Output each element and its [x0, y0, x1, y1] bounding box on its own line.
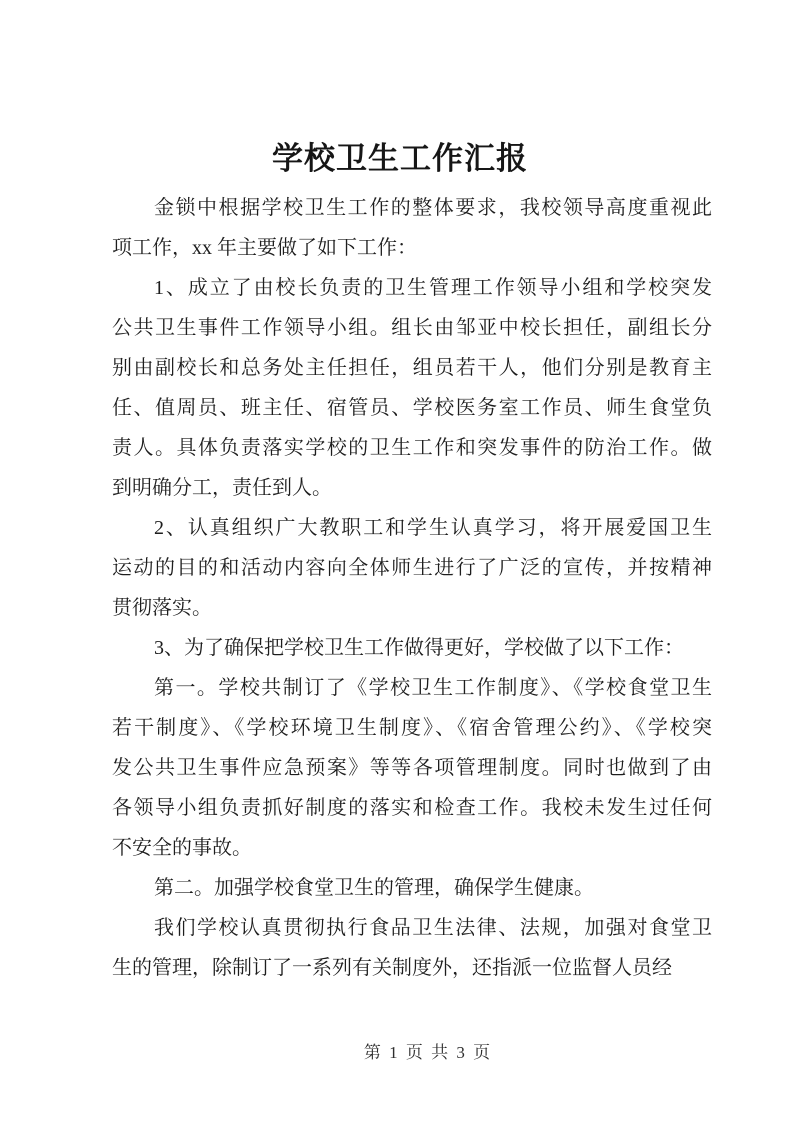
text-line: 任、值周员、班主任、宿管员、学校医务室工作员、师生食堂负 [112, 397, 712, 419]
text-line: 运动的目的和活动内容向全体师生进行了广泛的宣传，并按精神 [112, 557, 712, 579]
text-line: 到明确分工，责任到人。 [112, 477, 332, 499]
text-line: 生的管理，除制订了一系列有关制度外，还指派一位监督人员经 [112, 957, 672, 979]
text-line: 第二。加强学校食堂卫生的管理，确保学生健康。 [154, 877, 594, 899]
text-line: 项工作，xx 年主要做了如下工作： [112, 237, 417, 259]
text-line: 别由副校长和总务处主任担任，组员若干人，他们分别是教育主 [112, 357, 712, 379]
text-line: 金锁中根据学校卫生工作的整体要求，我校领导高度重视此 [154, 197, 712, 219]
text-line: 我们学校认真贯彻执行食品卫生法律、法规，加强对食堂卫 [154, 917, 712, 939]
page-number-footer: 第 1 页 共 3 页 [363, 1043, 493, 1062]
text-line: 发公共卫生事件应急预案》等等各项管理制度。同时也做到了由 [112, 757, 712, 779]
document-title: 学校卫生工作汇报 [272, 141, 528, 176]
text-line: 不安全的事故。 [112, 837, 252, 859]
document-body [112, 188, 712, 988]
text-line: 3、为了确保把学校卫生工作做得更好，学校做了以下工作： [154, 637, 684, 659]
text-line: 2、认真组织广大教职工和学生认真学习，将开展爱国卫生 [154, 517, 712, 539]
text-line: 贯彻落实。 [112, 597, 212, 619]
text-line: 1、成立了由校长负责的卫生管理工作领导小组和学校突发 [154, 277, 712, 299]
text-line: 公共卫生事件工作领导小组。组长由邹亚中校长担任，副组长分 [112, 317, 712, 339]
text-line: 各领导小组负责抓好制度的落实和检查工作。我校未发生过任何 [112, 797, 712, 819]
text-line: 第一。学校共制订了《学校卫生工作制度》、《学校食堂卫生 [154, 677, 712, 699]
text-line: 责人。具体负责落实学校的卫生工作和突发事件的防治工作。做 [112, 437, 712, 459]
text-line: 若干制度》、《学校环境卫生制度》、《宿舍管理公约》、《学校突 [112, 717, 712, 739]
